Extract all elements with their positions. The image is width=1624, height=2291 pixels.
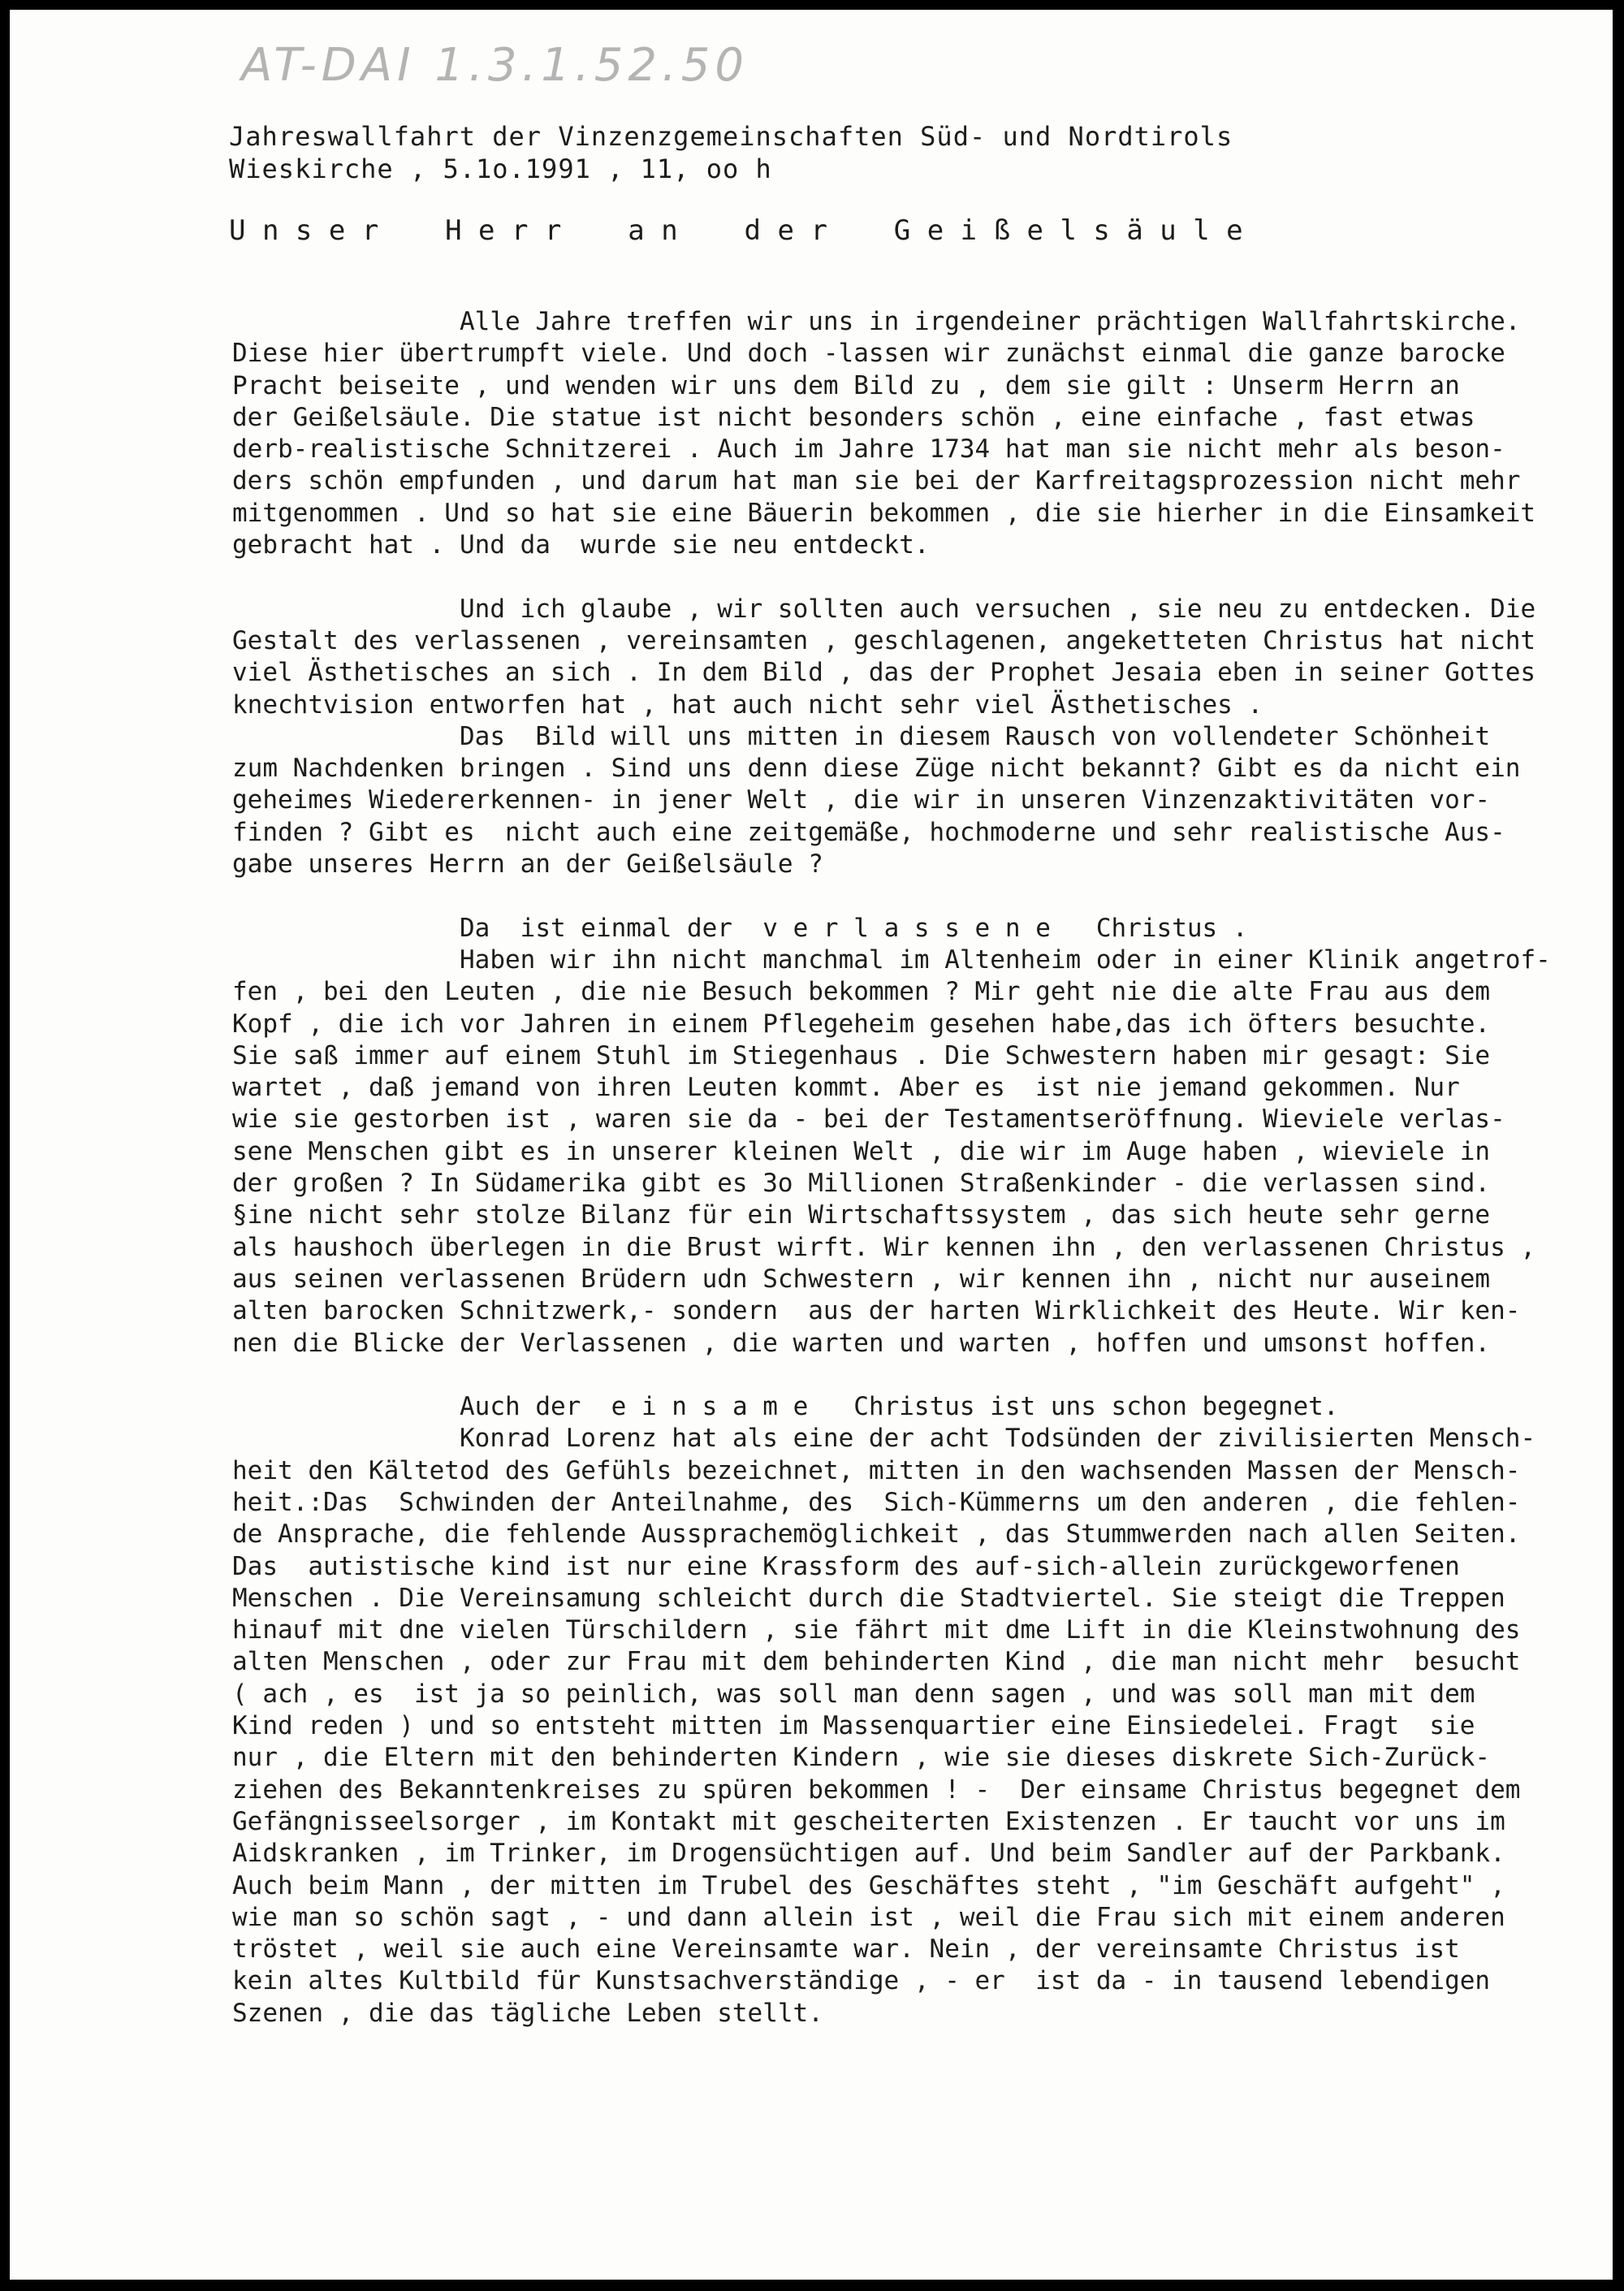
text-line: gabe unseres Herrn an der Geißelsäule ? [232,849,823,880]
text-line: Da ist einmal der v e r l a s s e n e Christus . [460,913,1248,943]
text-line: Alle Jahre treffen wir uns in irgendeiner prächtigen Wallfahrtskirche. [460,307,1521,336]
text-line: der Geißelsäule. Die statue ist nicht besonders schön , eine einfache , fast etwas [232,402,1475,432]
text-line: geheimes Wiedererkennen- in jener Welt , die wir in unseren Vinzenzaktivitäten vor- [232,785,1491,815]
text-line: wie man so schön sagt , - und dann allein ist , weil die Frau sich mit einem anderen [232,1902,1505,1932]
sermon-title: U n s e r H e r r a n d e r G e i ß e l s ä u l e [229,214,1243,247]
text-line: Sie saß immer auf einem Stuhl im Stiegenhaus . Die Schwestern haben mir gesagt: Sie [232,1040,1491,1070]
text-line: Aidskranken , im Trinker, im Drogensüchtigen auf. Und beim Sandler auf der Parkbank. [232,1839,1505,1869]
text-line: Diese hier übertrumpft viele. Und doch -lassen wir zunächst einmal die ganze barocke [232,339,1505,369]
text-line: Konrad Lorenz hat als eine der acht Todsünden der zivilisierten Mensch- [460,1424,1536,1454]
archive-id-stamp: AT-DAI 1.3.1.52.50 [241,39,749,92]
text-line: nen die Blicke der Verlassenen , die warten und warten , hoffen und umsonst hoffen. [232,1328,1491,1358]
text-line: Kopf , die ich vor Jahren in einem Pflegeheim gesehen habe,das ich öfters besuchte. [232,1009,1491,1039]
text-line: heit den Kältetod des Gefühls bezeichnet, mitten in den wachsenden Massen der Mensch- [232,1455,1521,1485]
text-line: Haben wir ihn nicht manchmal im Altenheim oder in einer Klinik angetrof- [460,944,1551,975]
header-date-line: Wieskirche , 5.1o.1991 , 11, oo h [229,153,772,184]
text-line: wie sie gestorben ist , waren sie da - bei der Testamentseröffnung. Wieviele verlas- [232,1104,1505,1135]
text-line: Und ich glaube , wir sollten auch versuchen , sie neu zu entdecken. Die [460,594,1536,624]
text-line: als haushoch überlegen in die Brust wirft. Wir kennen ihn , den verlassenen Christus , [232,1232,1536,1262]
text-line: tröstet , weil sie auch eine Vereinsamte war. Nein , der vereinsamte Christus ist [232,1934,1460,1965]
text-line: Auch beim Mann , der mitten im Trubel des Geschäftes steht , "im Geschäft aufgeht" , [232,1870,1505,1900]
text-line: der großen ? In Südamerika gibt es 3o Millionen Straßenkinder - die verlassen sind. [232,1169,1491,1199]
text-line: wartet , daß jemand von ihren Leuten kommt. Aber es ist nie jemand gekommen. Nur [232,1073,1460,1103]
text-line: Menschen . Die Vereinsamung schleicht durch die Stadtviertel. Sie steigt die Treppen [232,1583,1505,1613]
text-line: alten barocken Schnitzwerk,- sondern aus der harten Wirklichkeit des Heute. Wir ken- [232,1296,1521,1326]
paragraph [232,306,1613,561]
text-line: mitgenommen . Und so hat sie eine Bäuerin bekommen , die sie hierher in die Einsamkeit [232,498,1536,528]
text-line: ders schön empfunden , und darum hat man sie bei der Karfreitagsprozession nicht mehr [232,466,1521,496]
text-line: de Ansprache, die fehlende Aussprachemöglichkeit , das Stummwerden nach allen Seiten. [232,1519,1521,1550]
text-line: Auch der e i n s a m e Christus ist uns schon begegnet. [460,1392,1339,1422]
text-line: Gestalt des verlassenen , vereinsamten , geschlagenen, angeketteten Christus hat nicht [232,625,1536,655]
document-page [10,10,1613,2280]
paragraph [232,1391,1613,2029]
text-line: heit.:Das Schwinden der Anteilnahme, des Sich-Kümmerns um den anderen , die fehlen- [232,1487,1521,1517]
text-line: Das autistische kind ist nur eine Krassform des auf-sich-allein zurückgeworfenen [232,1551,1460,1581]
text-line: alten Menschen , oder zur Frau mit dem behinderten Kind , die man nicht mehr besucht [232,1647,1521,1677]
text-line: Kind reden ) und so entsteht mitten im Massenquartier eine Einsiedelei. Fragt sie [232,1711,1475,1741]
document-body [232,306,1613,2029]
paragraph-gap [232,880,1613,912]
text-line: kein altes Kultbild für Kunstsachverständige , - er ist da - in tausend lebendigen [232,1966,1491,1996]
text-line: fen , bei den Leuten , die nie Besuch bekommen ? Mir geht nie die alte Frau aus dem [232,977,1491,1007]
text-line: derb-realistische Schnitzerei . Auch im Jahre 1734 hat man sie nicht mehr als beson- [232,434,1505,465]
text-line: Das Bild will uns mitten in diesem Rausch von vollendeter Schönheit [460,721,1491,751]
header-event-line: Jahreswallfahrt der Vinzenzgemeinschaften Süd- und Nordtirols [229,121,1233,152]
text-line: aus seinen verlassenen Brüdern udn Schwestern , wir kennen ihn , nicht nur auseinem [232,1264,1491,1294]
paragraph [232,913,1613,1359]
text-line: knechtvision entworfen hat , hat auch nicht sehr viel Ästhetisches . [232,689,1263,720]
text-line: Szenen , die das tägliche Leben stellt. [232,1998,823,2028]
text-line: zum Nachdenken bringen . Sind uns denn diese Züge nicht bekannt? Gibt es da nicht ein [232,754,1521,784]
text-line: hinauf mit dne vielen Türschildern , sie fährt mit dme Lift in die Kleinstwohnung des [232,1615,1521,1645]
text-line: §ine nicht sehr stolze Bilanz für ein Wirtschaftssystem , das sich heute sehr gerne [232,1200,1491,1230]
paragraph-gap [232,1359,1613,1391]
document-header [229,120,1233,185]
text-line: sene Menschen gibt es in unserer kleinen Welt , die wir im Auge haben , wieviele in [232,1136,1491,1166]
text-line: ( ach , es ist ja so peinlich, was soll man denn sagen , und was soll man mit dem [232,1679,1475,1709]
text-line: Pracht beiseite , und wenden wir uns dem Bild zu , dem sie gilt : Unserm Herrn an [232,370,1460,400]
paragraph [232,594,1613,881]
text-line: viel Ästhetisches an sich . In dem Bild , das der Prophet Jesaia eben in seiner Gottes [232,658,1536,688]
paragraph-gap [232,561,1613,593]
text-line: ziehen des Bekanntenkreises zu spüren bekommen ! - Der einsame Christus begegnet dem [232,1774,1521,1805]
text-line: gebracht hat . Und da wurde sie neu entdeckt. [232,530,930,560]
text-line: finden ? Gibt es nicht auch eine zeitgemäße, hochmoderne und sehr realistische Aus- [232,817,1505,847]
text-line: Gefängnisseelsorger , im Kontakt mit gescheiterten Existenzen . Er taucht vor uns im [232,1806,1505,1836]
text-line: nur , die Eltern mit den behinderten Kindern , wie sie dieses diskrete Sich-Zurück- [232,1743,1491,1773]
